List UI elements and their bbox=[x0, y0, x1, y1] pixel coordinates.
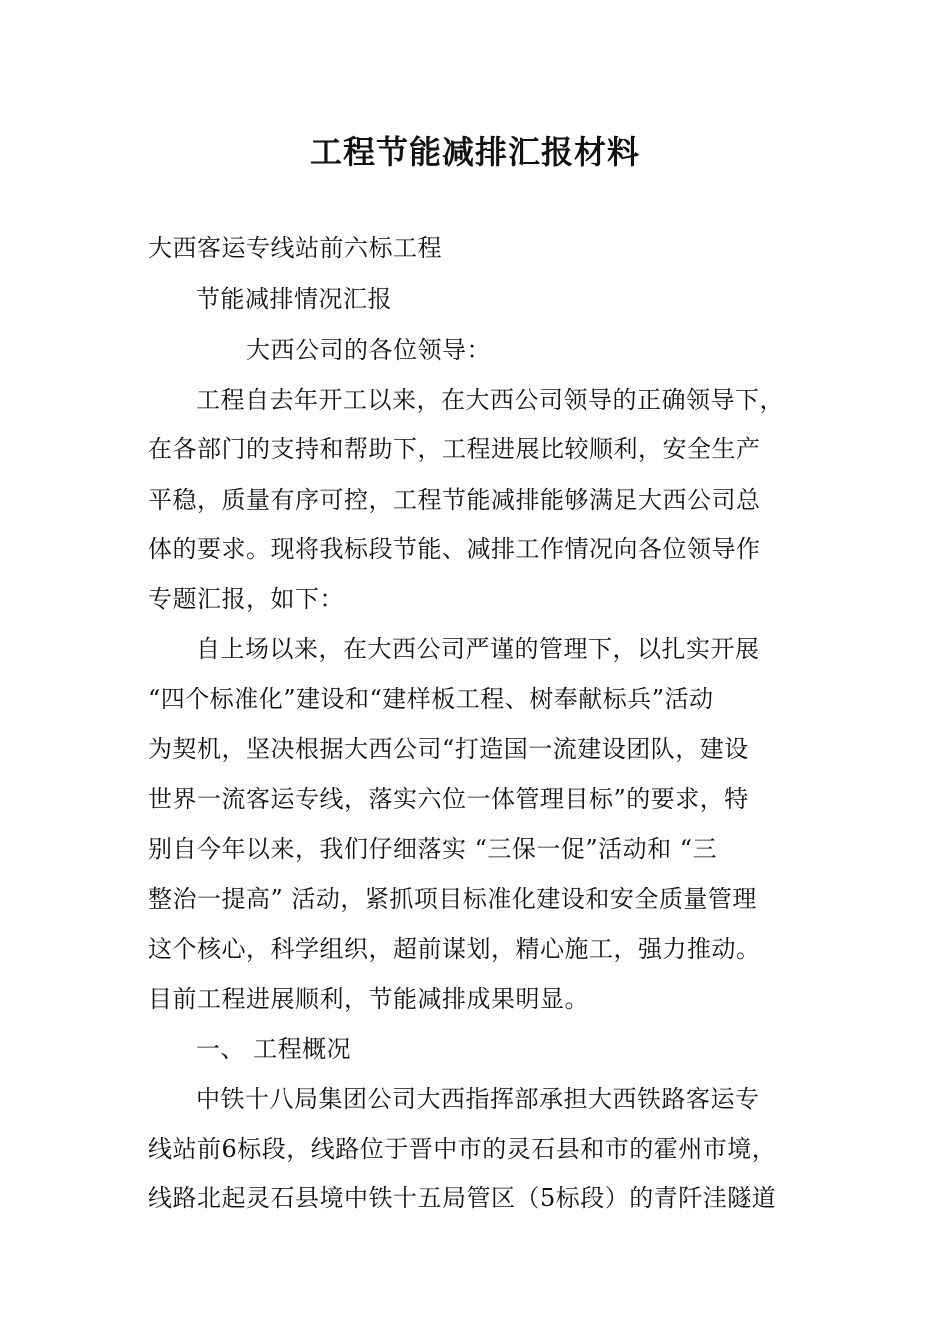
paragraph-line: 平稳，质量有序可控，工程节能减排能够满足大西公司总 bbox=[148, 486, 761, 514]
paragraph-line: 专题汇报，如下： bbox=[148, 585, 344, 613]
paragraph-line: “四个标准化”建设和“建样板工程、树奉献标兵”活动 bbox=[148, 685, 714, 713]
paragraph-line: 线站前6标段，线路位于晋中市的灵石县和市的霍州市境， bbox=[148, 1135, 777, 1163]
paragraph-line: 在各部门的支持和帮助下，工程进展比较顺利，安全生产 bbox=[148, 435, 761, 463]
paragraph-line: 世界一流客运专线，落实六位一体管理目标”的要求，特 bbox=[148, 785, 749, 813]
document-subheading: 节能减排情况汇报 bbox=[196, 285, 392, 313]
paragraph-line: 线路北起灵石县境中铁十五局管区（5标段）的青阡洼隧道 bbox=[148, 1184, 777, 1212]
paragraph-line: 工程自去年开工以来，在大西公司领导的正确领导下， bbox=[196, 386, 784, 414]
paragraph-line: 为契机，坚决根据大西公司“打造国一流建设团队，建设 bbox=[148, 735, 749, 763]
paragraph-line: 整治一提高” 活动，紧抓项目标准化建设和安全质量管理 bbox=[148, 885, 757, 913]
document-subheading: 大西客运专线站前六标工程 bbox=[148, 234, 442, 262]
paragraph-line: 体的要求。现将我标段节能、减排工作情况向各位领导作 bbox=[148, 535, 761, 563]
document-title: 工程节能减排汇报材料 bbox=[309, 133, 640, 171]
paragraph-line: 目前工程进展顺利，节能减排成果明显。 bbox=[148, 985, 589, 1013]
paragraph-line: 别自今年以来，我们仔细落实 “三保一促”活动和 “三 bbox=[148, 835, 718, 863]
paragraph-line: 这个核心，科学组织，超前谋划，精心施工，强力推动。 bbox=[148, 935, 761, 963]
salutation: 大西公司的各位领导： bbox=[246, 336, 491, 364]
section-heading: 一、 工程概况 bbox=[196, 1035, 352, 1063]
paragraph-line: 自上场以来，在大西公司严谨的管理下，以扎实开展 bbox=[196, 635, 760, 663]
paragraph-line: 中铁十八局集团公司大西指挥部承担大西铁路客运专 bbox=[196, 1085, 760, 1113]
